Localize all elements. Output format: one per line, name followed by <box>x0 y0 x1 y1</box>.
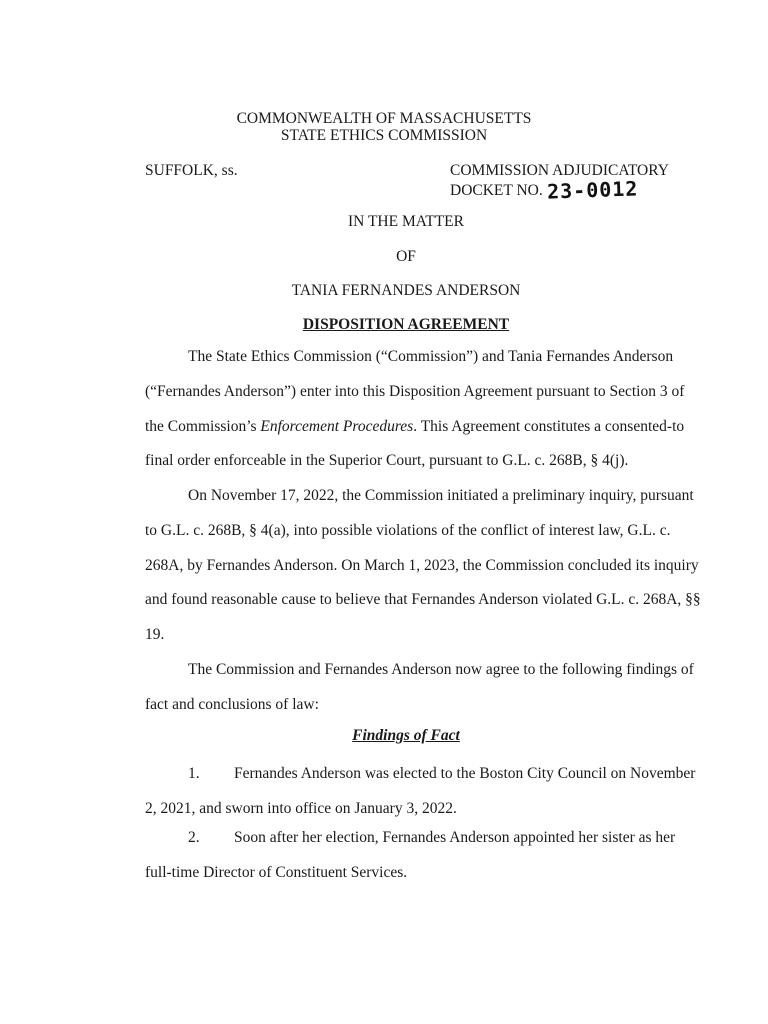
matter-of: OF <box>396 248 416 265</box>
paragraph-line <box>145 821 676 856</box>
paragraph-line <box>145 757 696 792</box>
text-run: the Commission’s <box>145 417 261 435</box>
text-run: Fernandes Anderson was elected to the Boston City Council on November <box>234 765 696 782</box>
paragraph-line: 268A, by Fernandes Anderson. On March 1, 2023, the Commission concluded its inquiry <box>145 556 699 574</box>
docket-label: DOCKET NO. <box>450 182 543 199</box>
paragraph-inquiry <box>145 479 701 653</box>
paragraph-line <box>145 410 685 445</box>
header-commonwealth: COMMONWEALTH OF MASSACHUSETTS <box>236 110 532 127</box>
text-run: Soon after her election, Fernandes Anderson appointed her sister as her <box>234 829 676 846</box>
paragraph-line: and found reasonable cause to believe that Fernandes Anderson violated G.L. c. 268A, §§ <box>145 591 701 609</box>
finding-number: 2. <box>188 829 200 846</box>
finding-number: 1. <box>188 765 200 782</box>
paragraph-line: to G.L. c. 268B, § 4(a), into possible violations of the conflict of interest law, G.L. c. <box>145 521 671 539</box>
header-commission: STATE ETHICS COMMISSION <box>280 127 488 144</box>
paragraph-line: The State Ethics Commission (“Commission”) and Tania Fernandes Anderson <box>188 348 674 365</box>
enforcement-procedures-italic: Enforcement Procedures <box>260 417 414 435</box>
paragraph-line: The Commission and Fernandes Anderson now agree to the following findings of <box>188 661 694 678</box>
paragraph-line: 2, 2021, and sworn into office on January 3, 2022. <box>145 799 457 817</box>
county-caption: SUFFOLK, ss. <box>145 162 238 179</box>
paragraph-line: 19. <box>145 626 165 644</box>
finding-2 <box>145 821 676 891</box>
document-title: DISPOSITION AGREEMENT <box>302 316 510 333</box>
paragraph-line: full-time Director of Constituent Services. <box>145 863 408 881</box>
paragraph-line: fact and conclusions of law: <box>145 695 319 713</box>
docket-number: 23-0012 <box>546 176 639 204</box>
text-run: . This Agreement constitutes a consented-to <box>413 417 685 435</box>
finding-1 <box>145 757 696 827</box>
paragraph-agreement <box>145 653 694 723</box>
paragraph-line: final order enforceable in the Superior Court, pursuant to G.L. c. 268B, § 4(j). <box>145 452 629 470</box>
paragraph-line: (“Fernandes Anderson”) enter into this Disposition Agreement pursuant to Section 3 of <box>145 382 685 400</box>
paragraph-intro <box>145 340 685 479</box>
docket-line <box>450 176 639 204</box>
court-caption: COMMISSION ADJUDICATORY <box>450 162 669 179</box>
respondent-name: TANIA FERNANDES ANDERSON <box>291 282 521 299</box>
in-the-matter: IN THE MATTER <box>348 213 464 230</box>
findings-heading: Findings of Fact <box>352 727 460 744</box>
paragraph-line: On November 17, 2022, the Commission initiated a preliminary inquiry, pursuant <box>188 487 694 504</box>
